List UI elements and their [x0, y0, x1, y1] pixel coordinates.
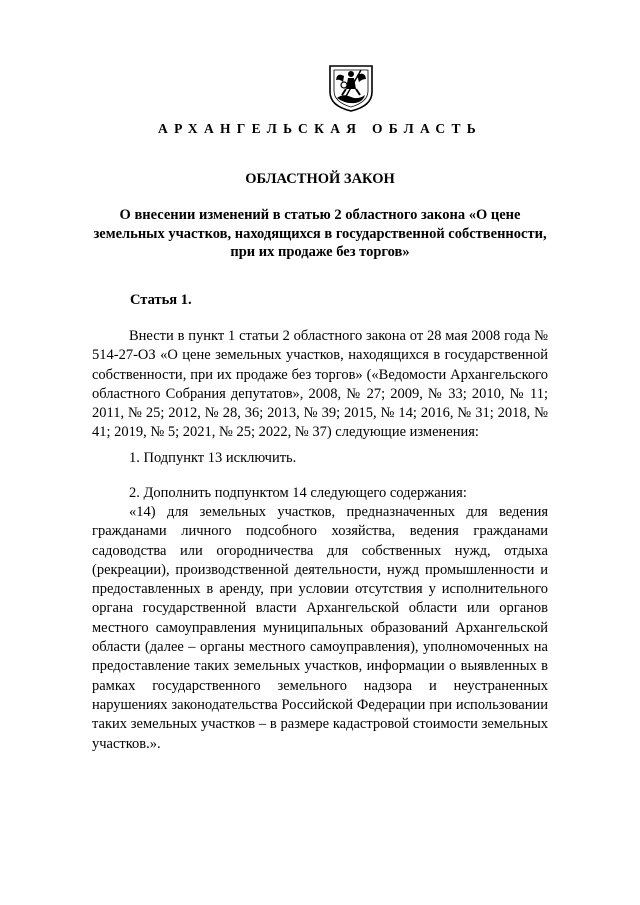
article-paragraph: Внести в пункт 1 статьи 2 областного закона от 28 мая 2008 года № 514-27-ОЗ «О цене земельных участков, находящихся в государственной собственности, при их продаже без торгов» («Ведомости Архангельского областного Собрания депутатов», 2008, № 27; 2009, № 33; 2010, № 11; 2011, № 25; 2012, № 28, 36; 2013, № 39; 2015, № 14; 2016, № 31; 2018, № 41; 2019, № 5; 2021, № 25; 2022, № 37) следующие изменения:	[92, 328, 548, 441]
article-heading: Статья 1.	[130, 292, 192, 308]
article-paragraph: «14) для земельных участков, предназначенных для ведения гражданами личного подсобного хозяйства, ведения гражданами садоводства или огородничества для собственных нужд, отдыха (рекреации), производственной деятельности, нужд промышленности и предоставленных в аренду, при условии отсутствия у исполнительного органа государственной власти Архангельской области или органов местного самоуправления муниципальных образований Архангельской области (далее – органы местного самоуправления), уполномоченных на предоставление таких земельных участков, информации о выявленных в рамках государственного земельного надзора и неустраненных нарушениях законодательства Российской Федерации при использовании таких земельных участков – в размере кадастровой стоимости земельных участков.».	[92, 504, 548, 752]
arkhangelsk-coat-of-arms-icon	[327, 62, 375, 112]
article-paragraph: 1. Подпункт 13 исключить.	[129, 450, 297, 466]
law-title: О внесении изменений в статью 2 областного закона «О цене земельных участков, находящихся в государственной собственности, при их продаже без торгов»	[93, 207, 547, 260]
law-type: ОБЛАСТНОЙ ЗАКОН	[245, 171, 395, 187]
article-paragraph: 2. Дополнить подпунктом 14 следующего содержания:	[129, 485, 467, 501]
region-name: АРХАНГЕЛЬСКАЯ ОБЛАСТЬ	[158, 121, 482, 136]
